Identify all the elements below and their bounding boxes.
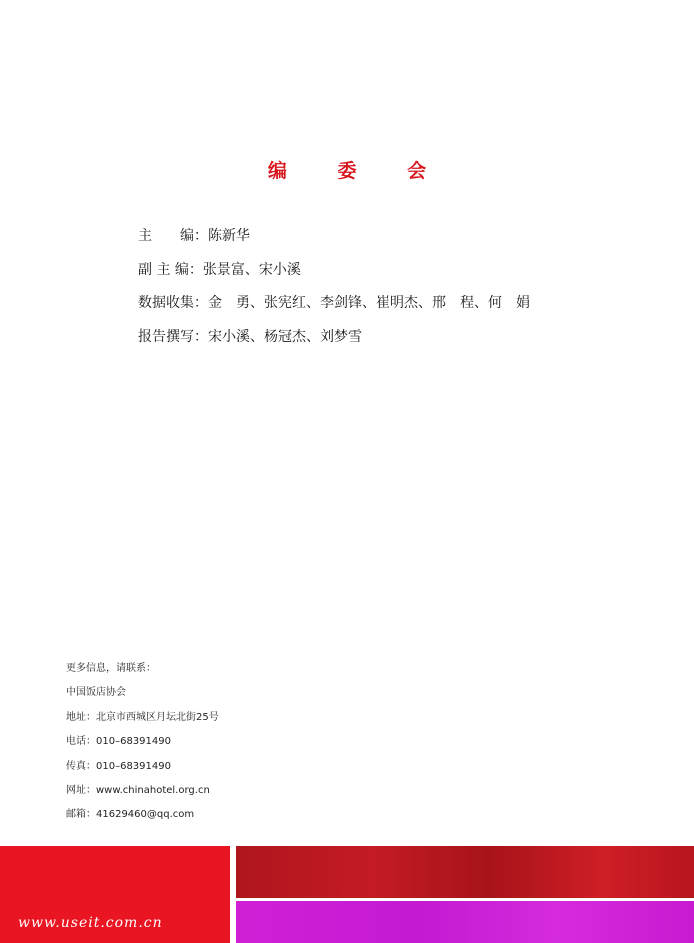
committee-row-report-writing [138,321,530,355]
committee-label: 报告撰写： [138,328,208,345]
contact-info [66,657,219,828]
contact-website[interactable]: 网址：www.chinahotel.org.cn [66,785,210,797]
watermark: www.useit.com.cn [18,915,163,931]
contact-phone: 电话：010–68391490 [66,736,171,748]
footer-dark-red-photo [236,846,694,898]
committee-row-chief-editor [138,220,530,254]
committee-label: 副 主 编： [138,261,203,278]
contact-organization: 中国饭店协会 [66,687,126,699]
footer-magenta-photo [236,901,694,943]
committee-value: 金 勇、张宪红、李剑锋、崔明杰、邢 程、何 娟 [208,295,530,311]
contact-address: 地址：北京市西城区月坛北街25号 [66,711,219,723]
committee-list [138,220,530,354]
page-title: 编 委 会 [267,160,449,182]
committee-row-deputy-editor [138,254,530,288]
committee-label: 主 编： [138,228,208,244]
committee-label: 数据收集： [138,295,208,311]
committee-value: 陈新华 [208,228,250,244]
committee-row-data-collection [138,287,530,321]
committee-value: 张景富、宋小溪 [202,261,301,278]
contact-heading: 更多信息，请联系： [66,663,156,674]
contact-fax: 传真：010–68391490 [66,760,171,772]
contact-email[interactable]: 邮箱：41629460@qq.com [66,809,195,821]
committee-value: 宋小溪、杨冠杰、刘梦雪 [208,328,362,345]
